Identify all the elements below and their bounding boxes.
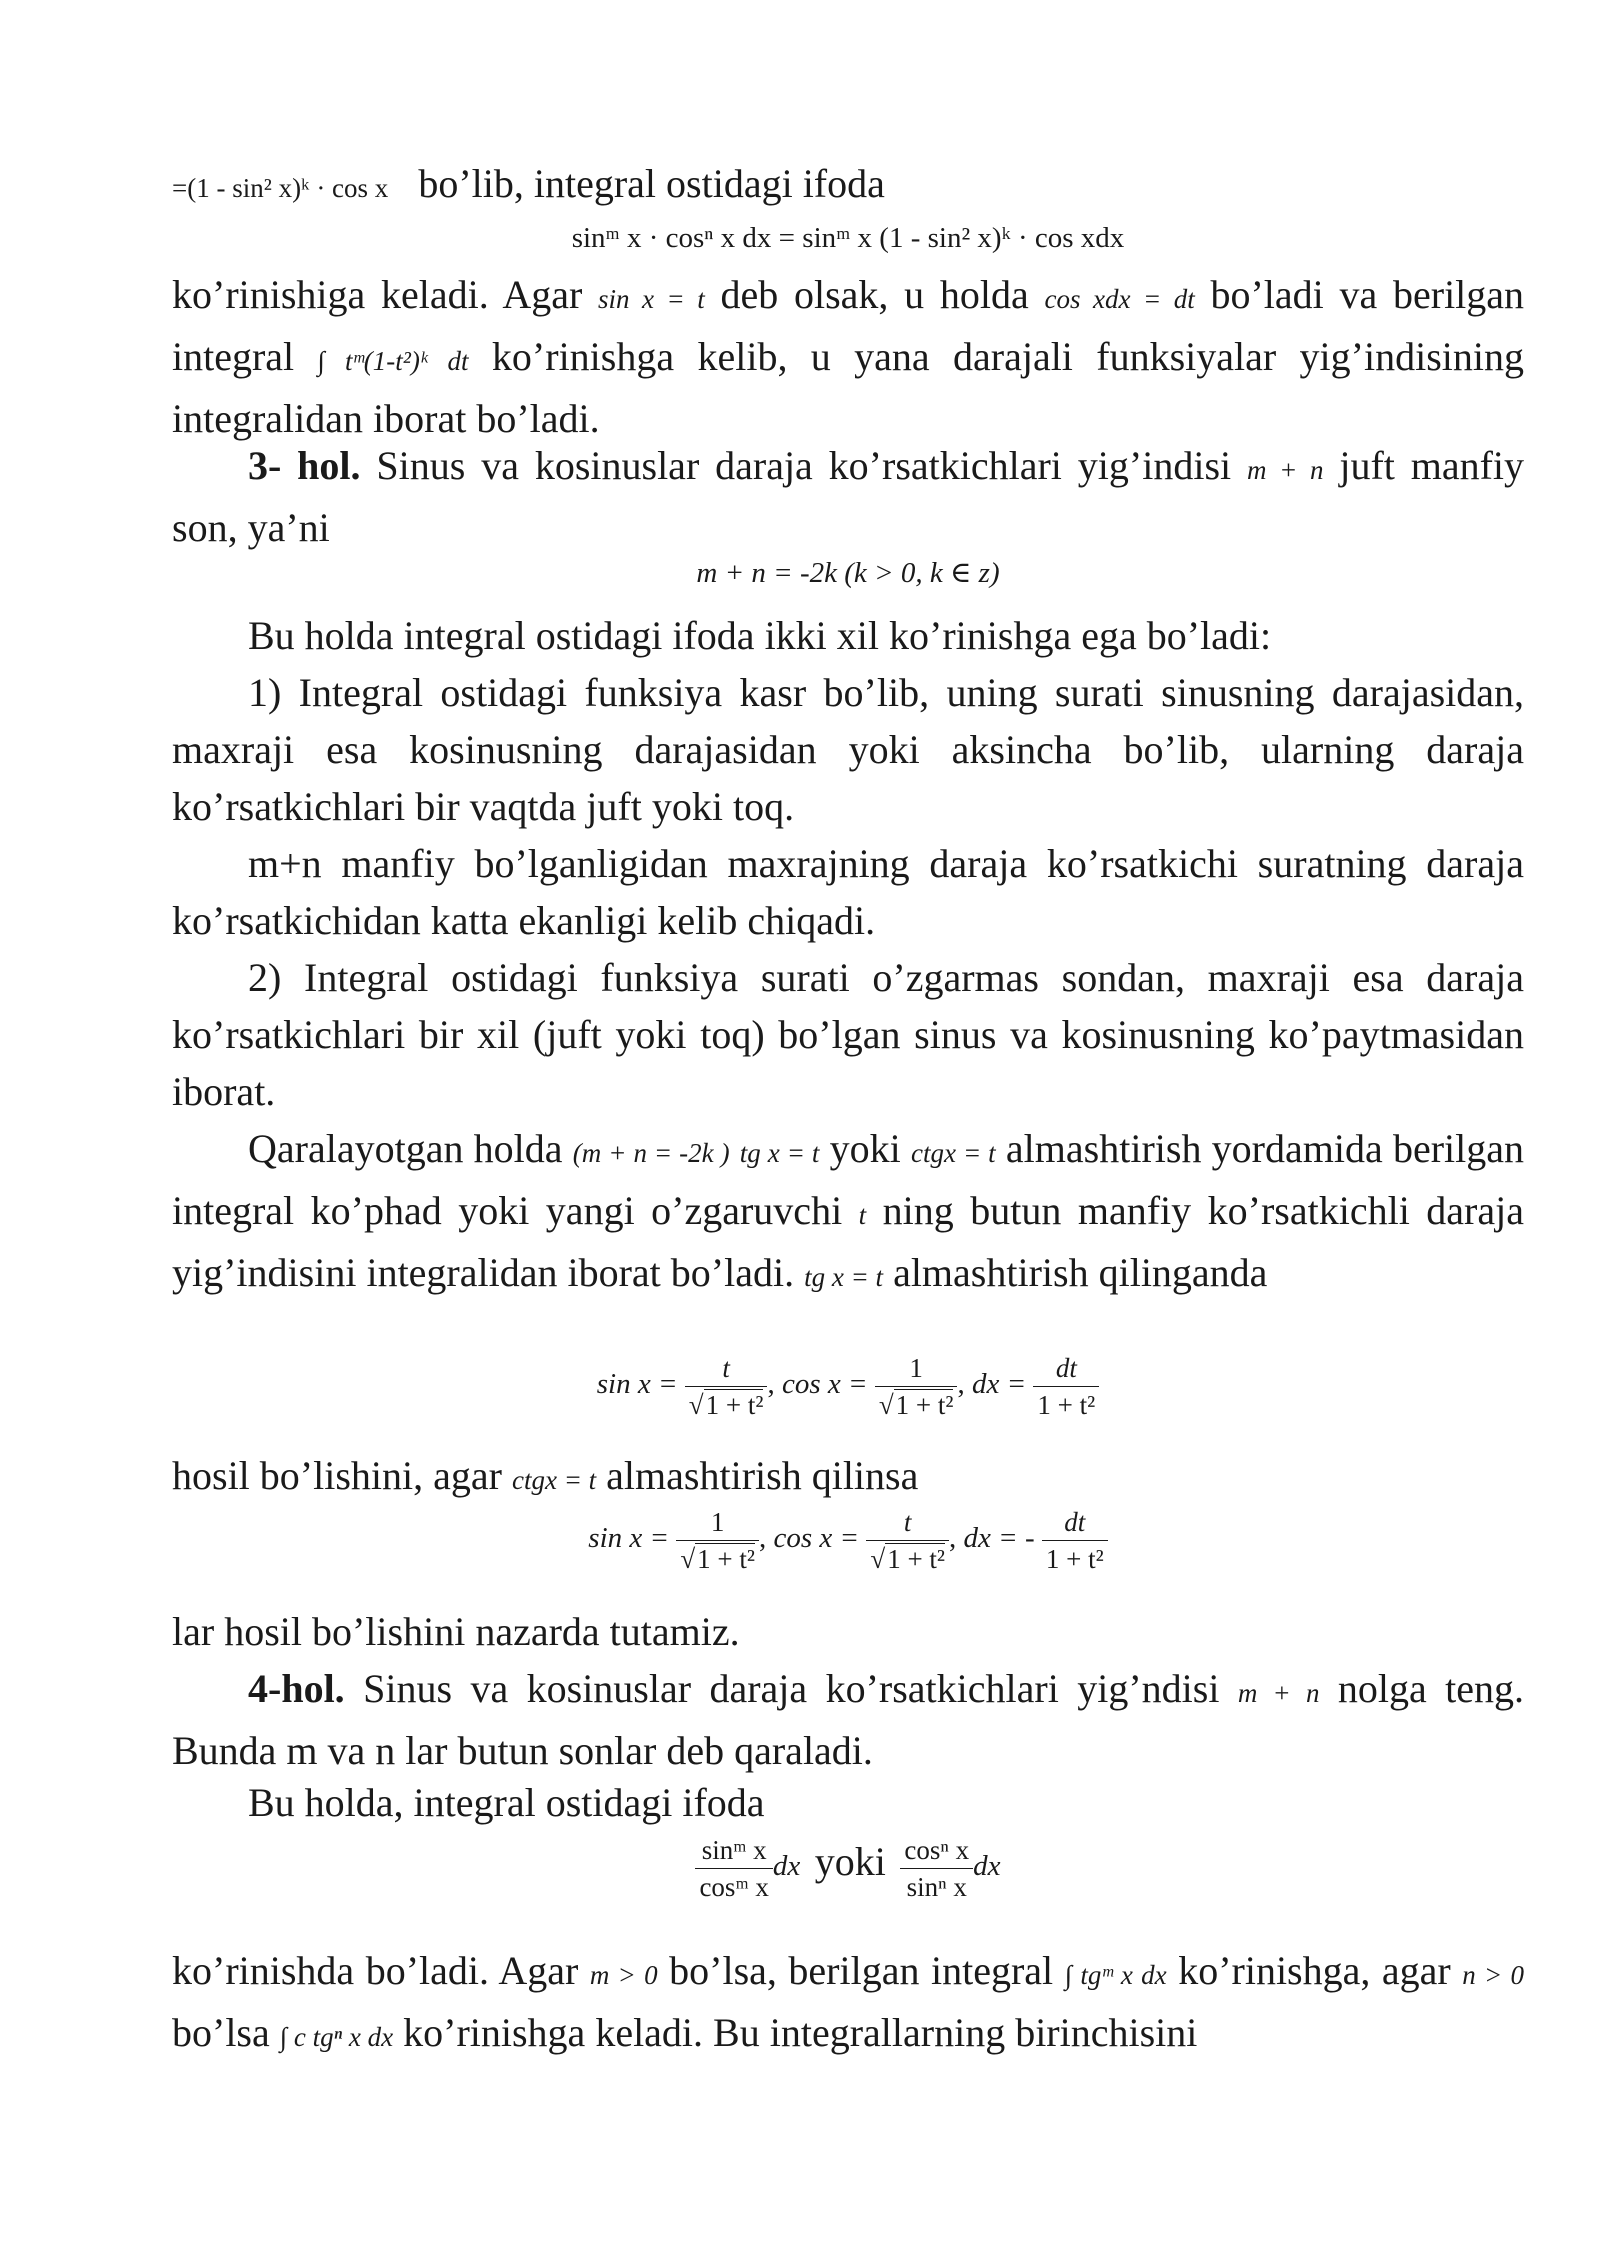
eq3-sin-num: t (685, 1350, 768, 1387)
eq4-dx-fraction (1042, 1504, 1108, 1577)
eq5-fraction-1 (695, 1832, 772, 1905)
eq4-cos-num: t (866, 1504, 949, 1541)
formula-m-plus-n-eq: (m + n = -2k ) (572, 1138, 730, 1168)
last-text-5: ko’rinishga keladi. Bu integrallarning birinchisini (403, 2010, 1198, 2055)
qar-text-4: ning butun manfiy ko’rsatkichli daraja yig’indisini integralidan iborat bo’ladi. (172, 1188, 1524, 1295)
paragraph-bu-holda: Bu holda integral ostidagi ifoda ikki xil ko’rinishga ega bo’ladi: (248, 613, 1272, 658)
paragraph-hosil (172, 1447, 1524, 1509)
eq5-den-1: cosᵐ x (699, 1872, 769, 1902)
formula-ctgx-eq-t-2: ctgx = t (511, 1465, 597, 1495)
equation-4: sin x = $\frac{1}{\text{√1 + t²}}$ , cos x = $\frac{t}{\text{√1 + t²}}$ , dx = - $\frac{dt}{\text{1 + t²}}$ (172, 1504, 1524, 1577)
line-1-text: bo’lib, integral ostidagi ifoda (418, 161, 885, 206)
p1-text-3: bo’ladi va berilgan integral (172, 272, 1525, 379)
eq5-num-1: sinᵐ x (695, 1832, 772, 1869)
paragraph-item-2: 2) Integral ostidagi funksiya surati o’zgarmas sondan, maxraji esa daraja ko’rsatkichlari bir xil (juft yoki toq) bo’lgan sinus va kosinusning ko’paytmasidan iborat. (172, 955, 1524, 1114)
eq3-sin-lhs: sin x = (596, 1368, 678, 1401)
equation-3: sin x = $\frac{t}{\text{√1 + t²}}$ , cos x = $\frac{1}{\text{√1 + t²}}$ , dx = $\frac{dt}{\text{1 + t²}}$ (172, 1350, 1524, 1423)
eq5-num-2: cosⁿ x (900, 1832, 973, 1869)
paragraph-qaralayotgan (172, 1120, 1524, 1306)
eq5-den-2: sinⁿ x (906, 1872, 967, 1902)
case-3-paragraph (172, 437, 1524, 556)
case-3-label: 3- hol. (248, 443, 361, 488)
paragraph-item-1: 1) Integral ostidagi funksiya kasr bo’lib, uning surati sinusning darajasidan, maxraji esa kosinusning darajasidan yoki aksincha bo’lib, ularning daraja ko’rsatkichlari bir vaqtda juft yoki toq. (172, 670, 1524, 829)
eq3-cos-den: 1 + t² (895, 1390, 954, 1420)
eq5-dx-2: dx (973, 1850, 1001, 1883)
formula-n-gt-0: n > 0 (1462, 1960, 1525, 1990)
eq4-dx-lhs: dx = - (963, 1522, 1035, 1555)
formula-t: t (858, 1200, 867, 1230)
qar-text-5: almashtirish qilinganda (893, 1250, 1268, 1295)
formula-integral-ctg: ∫ c tgⁿ x dx (279, 2022, 394, 2052)
formula-m-plus-n: m + n (1247, 455, 1324, 485)
eq3-dx-den: 1 + t² (1037, 1390, 1096, 1420)
paragraph-m-plus-n: m+n manfiy bo’lganligidan maxrajning daraja ko’rsatkichi suratning daraja ko’rsatkichidan katta ekanligi kelib chiqadi. (172, 841, 1524, 943)
case-3-text-1: Sinus va kosinuslar daraja ko’rsatkichlari yig’indisi (376, 443, 1232, 488)
last-text-1: ko’rinishda bo’ladi. Agar (172, 1948, 579, 1993)
eq4-dx-num: dt (1042, 1504, 1108, 1541)
eq3-dx-lhs: dx = (971, 1368, 1027, 1401)
eq3-cos-num: 1 (875, 1350, 958, 1387)
eq3-dx-fraction (1033, 1350, 1099, 1423)
equation-2: m + n = -2k (k > 0, k ∈ z) (696, 557, 1000, 589)
last-text-2: bo’lsa, berilgan integral (669, 1948, 1054, 1993)
case-4-label: 4-hol. (248, 1666, 345, 1711)
formula-m-plus-n-2: m + n (1237, 1678, 1320, 1708)
eq4-sin-lhs: sin x = (588, 1522, 670, 1555)
eq3-sin-den: 1 + t² (705, 1390, 764, 1420)
paragraph-bu-holda-2: Bu holda, integral ostidagi ifoda (248, 1780, 765, 1825)
eq5-fraction-2 (900, 1832, 973, 1905)
eq5-yoki: yoki (814, 1839, 886, 1885)
eq3-cos-fraction: $\frac{1}{\text{√1 + t²}}$ (875, 1350, 958, 1423)
eq4-sin-den: 1 + t² (697, 1544, 755, 1574)
eq3-dx-num: dt (1033, 1350, 1099, 1387)
eq4-cos-fraction: $\frac{t}{\text{√1 + t²}}$ (866, 1504, 949, 1577)
line-1 (172, 155, 1524, 217)
formula-tg-x-eq-t: tg x = t (739, 1138, 820, 1168)
case-3-text-2: juft manfiy son, ya’ni (172, 443, 1525, 550)
equation-1: sinᵐ x · cosⁿ x dx = sinᵐ x (1 - sin² x)ᵏ · cos xdx (571, 222, 1125, 254)
p1-text-2: deb olsak, u holda (720, 272, 1029, 317)
eq3-sin-fraction: $\frac{t}{\text{√1 + t²}}$ (685, 1350, 768, 1423)
p1-text-4: ko’rinishga kelib, u yana darajali funksiyalar yig’indisining integralidan iborat bo’ladi. (172, 334, 1525, 441)
eq4-cos-den: 1 + t² (887, 1544, 946, 1574)
paragraph-lar-hosil: lar hosil bo’lishini nazarda tutamiz. (172, 1609, 740, 1654)
case-4-text-1: Sinus va kosinuslar daraja ko’rsatkichlari yig’ndisi (363, 1666, 1220, 1711)
formula-integral-t: ∫ tᵐ(1-t²)ᵏ dt (317, 346, 469, 376)
qar-text-1: Qaralayotgan holda (248, 1126, 563, 1171)
eq4-sin-fraction: $\frac{1}{\text{√1 + t²}}$ (676, 1504, 759, 1577)
equation-5 (172, 1832, 1524, 1905)
paragraph-last (172, 1942, 1524, 2066)
formula-cos-xdx-eq-dt: cos xdx = dt (1044, 284, 1195, 314)
paragraph-1 (172, 266, 1524, 447)
formula-cos-identity: =(1 - sin² x)ᵏ · cos x (172, 173, 389, 203)
p1-text-1: ko’rinishiga keladi. Agar (172, 272, 583, 317)
formula-ctgx-eq-t: ctgx = t (911, 1138, 996, 1168)
eq5-dx-1: dx (772, 1850, 801, 1883)
case-4-paragraph (172, 1660, 1524, 1779)
case-4-text-2: nolga teng. Bunda m va n lar butun sonlar deb qaraladi. (172, 1666, 1525, 1773)
formula-integral-tg: ∫ tgᵐ x dx (1064, 1960, 1167, 1990)
qar-text-3: almashtirish yordamida berilgan integral ko’phad yoki yangi o’zgaruvchi (172, 1126, 1525, 1233)
eq4-cos-lhs: cos x = (773, 1522, 860, 1555)
hosil-text-2: almashtirish qilinsa (606, 1453, 919, 1498)
hosil-text-1: hosil bo’lishini, agar (172, 1453, 502, 1498)
eq4-sin-num: 1 (676, 1504, 759, 1541)
eq3-cos-lhs: cos x = (781, 1368, 868, 1401)
formula-m-gt-0: m > 0 (589, 1960, 658, 1990)
last-text-4: bo’lsa (172, 2010, 270, 2055)
formula-tg-x-eq-t-2: tg x = t (804, 1262, 884, 1292)
eq4-dx-den: 1 + t² (1045, 1544, 1104, 1574)
formula-sin-x-eq-t: sin x = t (598, 284, 705, 314)
qar-text-yoki: yoki (829, 1126, 901, 1171)
last-text-3: ko’rinishga, agar (1178, 1948, 1451, 1993)
